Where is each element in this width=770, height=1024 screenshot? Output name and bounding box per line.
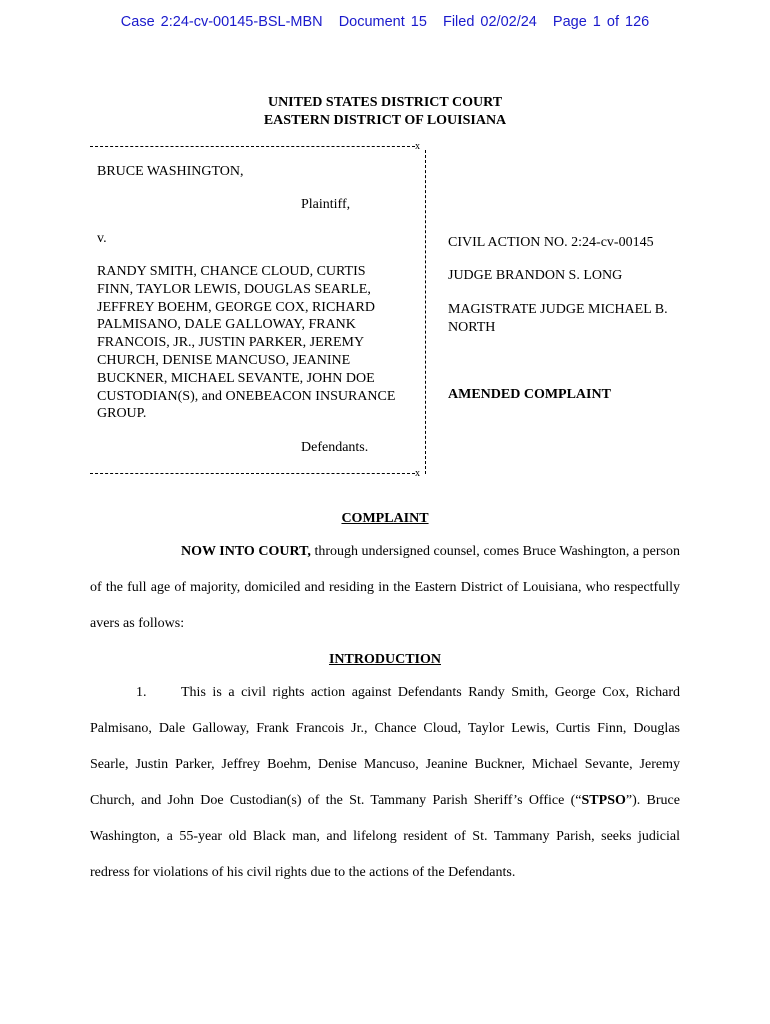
plaintiff-role: Plaintiff, [301,197,351,212]
case-number: Case 2:24-cv-00145-BSL-MBN [120,14,323,30]
caption-bottom-x: x [415,468,420,479]
caption-divider [425,150,426,474]
magistrate-judge: MAGISTRATE JUDGE MICHAEL B. NORTH [448,302,668,335]
caption-bottom-rule [90,473,415,474]
caption-top-x: x [415,141,420,152]
paragraph-1 [90,675,680,891]
complaint-heading: COMPLAINT [341,511,429,526]
court-district: EASTERN DISTRICT OF LOUISIANA [263,113,507,128]
paragraph-number: 1. [136,685,147,700]
intro-text: through undersigned counsel, comes Bruce Washington, a person of the full age of majority, domiciled and residing in the Eastern District of Louisiana, who respectfully avers as follows: [90,544,681,631]
introduction-heading: INTRODUCTION [328,652,441,667]
versus: v. [97,231,107,246]
judge-name: JUDGE BRANDON S. LONG [448,268,623,283]
filing-stamp [0,14,770,30]
page-number: Page 1 of 126 [552,14,650,30]
paragraph-1-text-a: This is a civil rights action against Defendants Randy Smith, George Cox, Richard Palmisano, Dale Galloway, Frank Francois Jr., Chance Cloud, Taylor Lewis, Curtis Finn, Douglas Searle, Justin Parker, Jeffrey Boehm, Denise Mancuso, Jeanine Buckner, Michael Sevante, Jeremy Church, and John Doe Custodian(s) of the St. Tammany Parish Sheriff’s Office (“ [90,685,680,808]
caption-top-rule [90,146,415,147]
stpso-abbreviation: STPSO [581,793,626,808]
document-title: AMENDED COMPLAINT [448,387,611,402]
filed-date: Filed 02/02/24 [442,14,537,30]
intro-lead: NOW INTO COURT, [181,544,311,559]
paragraph-1-text-b: ”). Bruce Washington, a 55-year old Black man, and lifelong resident of St. Tammany Parish, seeks judicial redress for violations of his civil rights due to the actions of the Defendants. [90,793,680,880]
court-heading [0,94,770,130]
civil-action-number: CIVIL ACTION NO. 2:24-cv-00145 [448,235,654,250]
document-number: Document 15 [338,14,427,30]
court-name: UNITED STATES DISTRICT COURT [267,95,503,110]
defendants-role: Defendants. [301,440,369,455]
intro-paragraph [90,534,680,642]
plaintiff-name: BRUCE WASHINGTON, [97,164,244,179]
defendants-list: RANDY SMITH, CHANCE CLOUD, CURTIS FINN, TAYLOR LEWIS, DOUGLAS SEARLE, JEFFREY BOEHM, GEORGE COX, RICHARD PALMISANO, DALE GALLOWAY, FRANK FRANCOIS, JR., JUSTIN PARKER, JEREMY CHURCH, DENISE MANCUSO, JEANINE BUCKNER, MICHAEL SEVANTE, JOHN DOE CUSTODIAN(S), and ONEBEACON INSURANCE GROUP. [97,264,396,422]
